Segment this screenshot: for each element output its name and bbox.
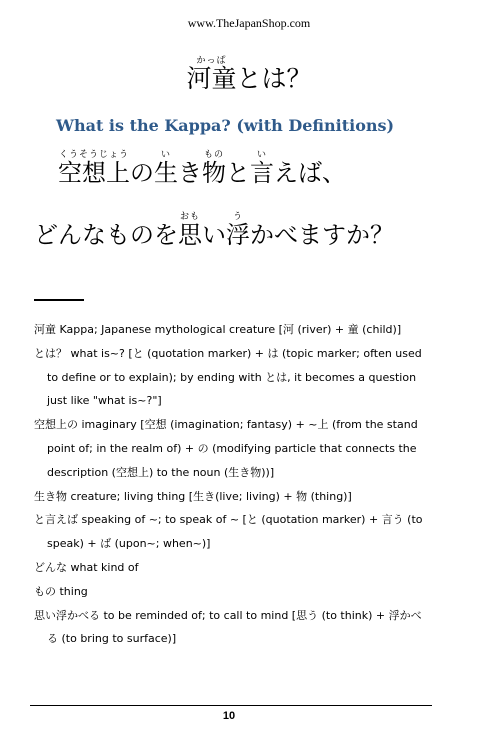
ruby-base: 物 [202,159,226,187]
question-text: い [202,221,226,249]
glossary-entry: どんな what kind of [34,560,139,574]
glossary-entry: 生き物 creature; living thing [生き(live; living) + 物 (thing)] [34,489,352,503]
title-kanji-with-reading [186,56,237,93]
ruby-word [178,212,202,249]
english-title: What is the Kappa? (with Definitions) [56,116,395,135]
question-text: き [178,159,202,187]
glossary-entry: と言えば speaking of ~; to speak of ~ [と (quotation marker) + 言う (to speak) + ば (upon~; when~)] [34,513,423,551]
furigana: い [250,150,274,160]
furigana: くうそうじょう [58,150,130,160]
glossary-entry: 空想上の imaginary [空想 (imagination; fantasy) + ~上 (from the stand point of; in the realm of) + の (modifying particle that connects the description (空想上) to the noun (生き物))] [34,418,418,479]
glossary-entry: 河童 Kappa; Japanese mythological creature [河 (river) + 童 (child)] [34,323,402,336]
furigana: もの [202,150,226,160]
title-rest: とは？ [236,64,312,93]
question-line-2 [34,212,394,247]
glossary-entry: 思い浮かべる to be reminded of; to call to mind [思う (to think) + 浮かべる (to bring to surface)] [34,608,422,646]
title-kanji: 河童 [186,64,237,93]
question-text: かべますか？ [250,221,394,249]
question-line-1 [58,150,346,185]
ruby-word [202,150,226,187]
question-text: と [226,159,250,187]
ruby-base: 生 [154,159,178,187]
glossary [34,318,430,651]
title-furigana: かっぱ [186,56,237,66]
ruby-word [226,212,250,249]
furigana: う [226,212,250,222]
ruby-word [250,150,274,187]
ruby-word [154,150,178,187]
furigana: おも [178,212,202,222]
japanese-title [0,56,498,91]
footer-rule [30,705,432,706]
ruby-base: 言 [250,159,274,187]
glossary-entry: もの thing [34,584,88,598]
glossary-entry: とは？ what is~? [と (quotation marker) + は (topic marker; often used to define or to explain); by ending with とは, it becomes a question just like "what is~?"] [34,346,422,408]
ruby-base: 浮 [226,221,250,249]
question-text: の [130,159,154,187]
question-text: えば、 [274,159,346,187]
ruby-word [58,150,130,187]
question-text: どんなものを [34,221,178,249]
page-number: 10 [222,710,236,722]
section-divider [34,299,84,301]
site-url: www.TheJapanShop.com [187,16,311,30]
furigana: い [154,150,178,160]
ruby-base: 思 [178,221,202,249]
ruby-base: 空想上 [58,159,130,187]
